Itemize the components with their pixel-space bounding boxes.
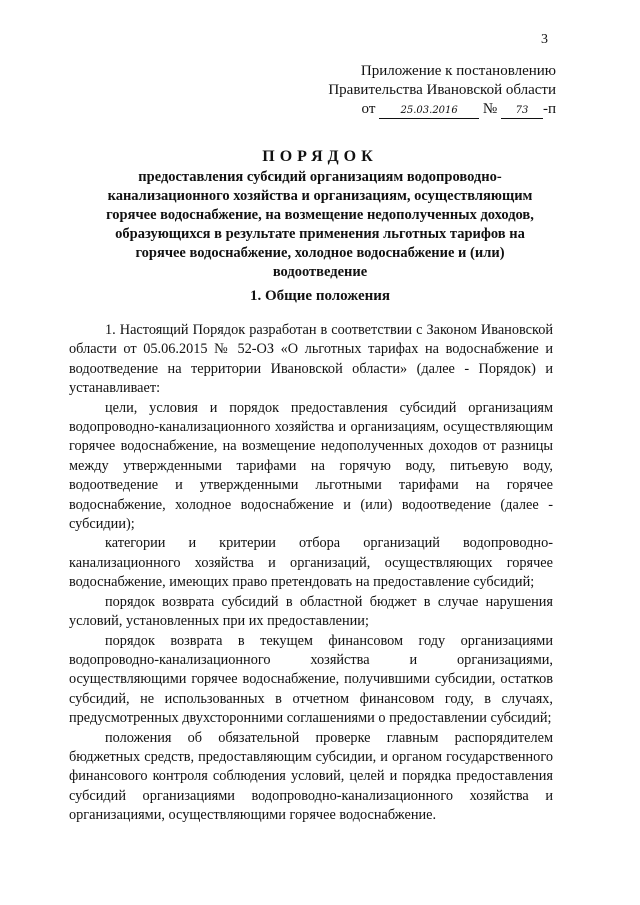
section-heading: 1. Общие положения (249, 288, 391, 304)
appendix-line-2: Правительства Ивановской области (328, 82, 556, 98)
appendix-block (328, 62, 556, 119)
document-title: ПОРЯДОК (262, 148, 378, 165)
number-label: № (482, 101, 498, 117)
paragraph: 1. Настоящий Порядок разработан в соответствии с Законом Ивановской области от 05.06.2015 № 52-ОЗ «О льготных тарифах на водоснабжение и водоотведение на территории Ивановской области» (далее - Порядок) и устанавливает: (69, 322, 553, 397)
number-suffix: -п (542, 101, 556, 117)
paragraph: цели, условия и порядок предоставления субсидий организациям водопроводно-канализационного хозяйства и организациям, осуществляющим горячее водоснабжение, на возмещение недополученных доходов от разницы между утвержденными тарифами на горячую воду, питьевую воду, водоотведение и утвержденными льготными тарифами на горячее водоснабжение, холодное водоснабжение и (или) водоотведение (далее - субсидии); (69, 399, 553, 533)
number-field: 73 (501, 104, 543, 119)
document-subtitle: предоставления субсидий организациям водопроводно-канализационного хозяйства и организациям, осуществляющим горячее водоснабжение, на возмещение недополученных доходов, образующихся в результате применения льготных тарифов на горячее водоснабжение, холодное водоснабжение и (или) водоотведение (106, 169, 534, 280)
paragraph: категории и критерии отбора организаций водопроводно-канализационного хозяйства и организаций, осуществляющих горячее водоснабжение, имеющих право претендовать на предоставление субсидий; (69, 535, 553, 591)
date-label: от (361, 101, 376, 117)
paragraph: положения об обязательной проверке главным распорядителем бюджетных средств, предоставляющим субсидии, и органом государственного финансового контроля соблюдения условий, целей и порядка предоставления субсидий организациями водопроводно-канализационного хозяйства и организациями, осуществляющими горячее водоснабжение. (69, 729, 553, 824)
document-body (69, 321, 553, 826)
appendix-line-1: Приложение к постановлению (360, 63, 556, 79)
date-field: 25.03.2016 (379, 104, 479, 119)
appendix-line-3 (328, 100, 556, 119)
paragraph: порядок возврата субсидий в областной бюджет в случае нарушения условий, установленных при их предоставлении; (69, 593, 553, 630)
page-number: 3 (541, 32, 548, 47)
paragraph: порядок возврата в текущем финансовом году организациями водопроводно-канализационного хозяйства и организациями, осуществляющими горячее водоснабжение, получившими субсидии, остатков субсидий, не использованных в отчетном финансовом году, в случаях, предусмотренных двухсторонними соглашениями о предоставлении субсидий; (69, 632, 553, 727)
